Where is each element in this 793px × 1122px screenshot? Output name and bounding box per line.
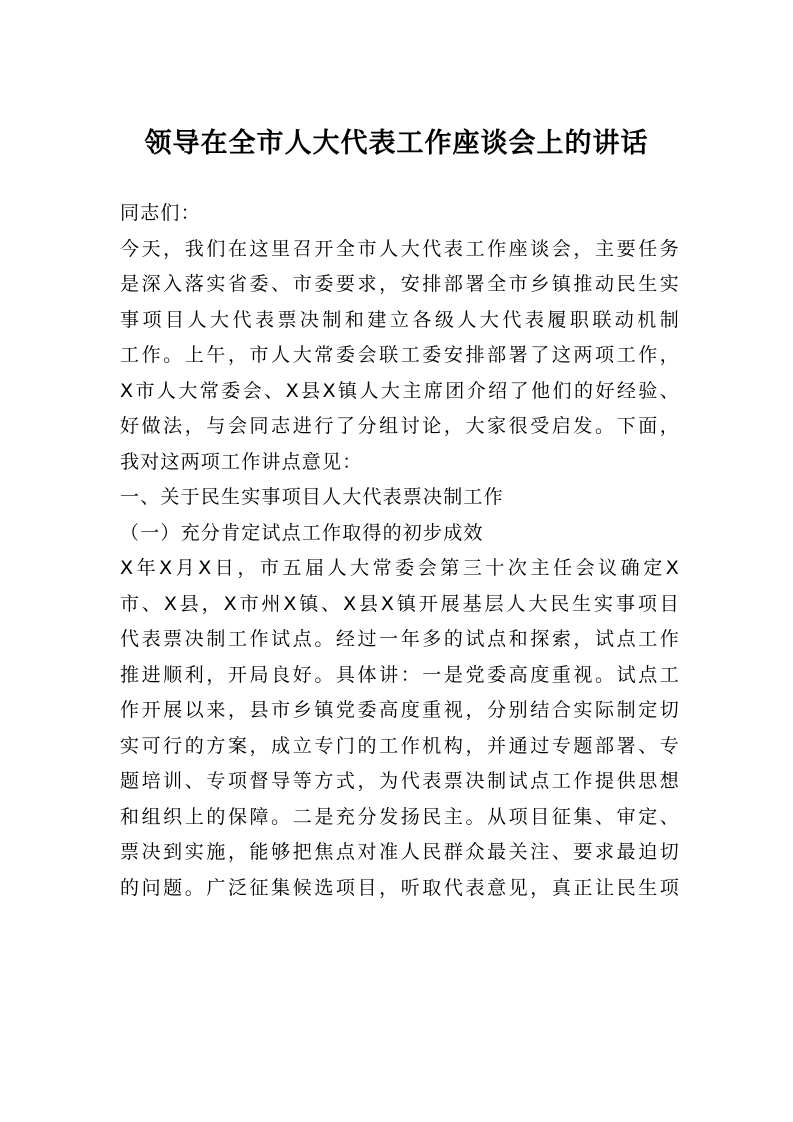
paragraph-line: 的问题。广泛征集候选项目，听取代表意见，真正让民生项 (120, 876, 680, 899)
paragraph-line: 事项目人大代表票决制和建立各级人大代表履职联动机制 (120, 308, 680, 331)
paragraph-line: 今天，我们在这里召开全市人大代表工作座谈会，主要任务 (120, 237, 680, 260)
paragraph-line: 一、关于民生实事项目人大代表票决制工作 (120, 486, 504, 508)
paragraph-line: （一）充分肯定试点工作取得的初步成效 (120, 521, 484, 544)
paragraph-line: 工作。上午，市人大常委会联工委安排部署了这两项工作， (120, 344, 680, 366)
paragraph-line: 市、X县，X市州X镇、X县X镇开展基层人大民生实事项目 (120, 592, 680, 615)
document-body (120, 196, 680, 906)
paragraph-line: 同志们： (120, 202, 201, 224)
paragraph-line: X年X月X日，市五届人大常委会第三十次主任会议确定X (120, 557, 680, 579)
paragraph-line: 是深入落实省委、市委要求，安排部署全市乡镇推动民生实 (120, 273, 680, 295)
paragraph-line: 票决到实施，能够把焦点对准人民群众最关注、要求最迫切 (120, 841, 680, 863)
paragraph-line: 我对这两项工作讲点意见： (120, 450, 363, 473)
document-title: 领导在全市人大代表工作座谈会上的讲话 (144, 128, 649, 159)
paragraph-line: 好做法，与会同志进行了分组讨论，大家很受启发。下面， (120, 415, 680, 437)
paragraph-line: 实可行的方案，成立专门的工作机构，并通过专题部署、专 (120, 734, 680, 757)
paragraph-line: 和组织上的保障。二是充分发扬民主。从项目征集、审定、 (120, 805, 680, 828)
paragraph-line: 题培训、专项督导等方式，为代表票决制试点工作提供思想 (120, 770, 680, 792)
paragraph-line: 作开展以来，县市乡镇党委高度重视，分别结合实际制定切 (120, 699, 680, 721)
paragraph-line: 推进顺利，开局良好。具体讲：一是党委高度重视。试点工 (120, 663, 680, 686)
paragraph-line: 代表票决制工作试点。经过一年多的试点和探索，试点工作 (120, 628, 680, 650)
paragraph-line: X市人大常委会、X县X镇人大主席团介绍了他们的好经验、 (120, 379, 680, 402)
